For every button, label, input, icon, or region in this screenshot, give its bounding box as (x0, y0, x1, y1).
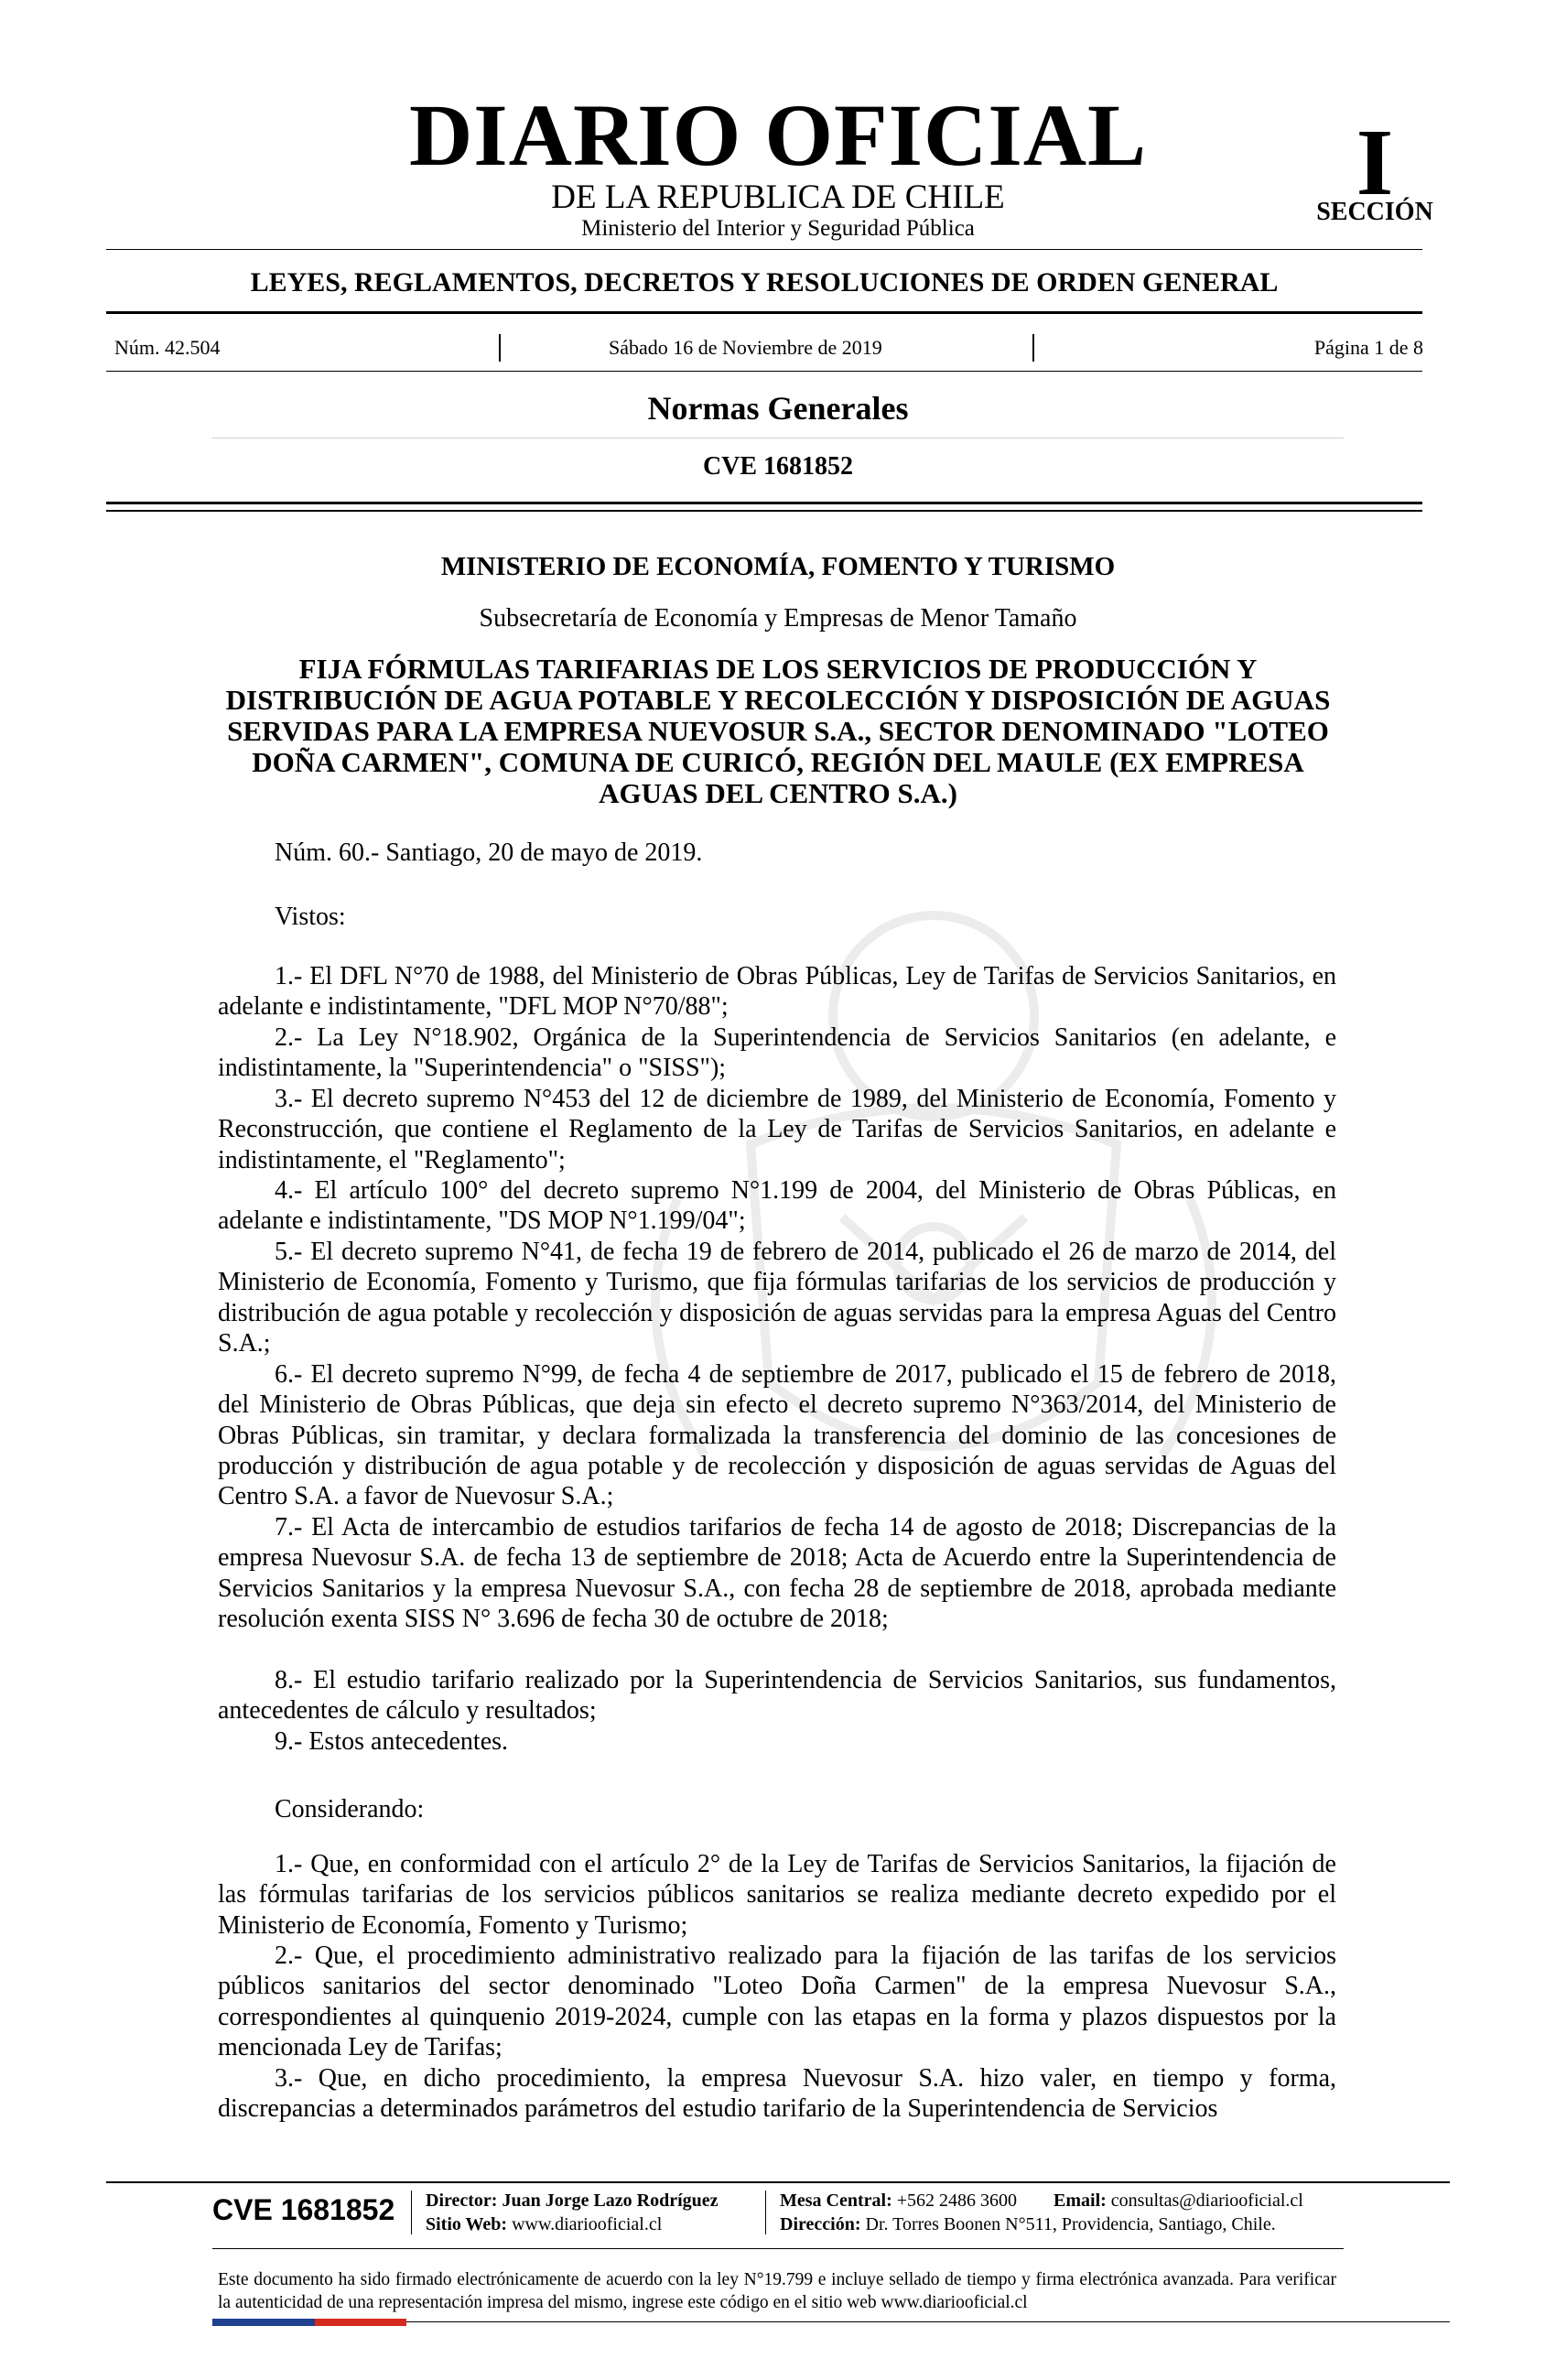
banner: LEYES, REGLAMENTOS, DECRETOS Y RESOLUCIONES DE ORDEN GENERAL (250, 267, 1279, 298)
considerando-item: 1.- Que, en conformidad con el artículo 2° de la Ley de Tarifas de Servicios Sanitarios, la fijación de las fórmulas tarifarias de los servicios públicos sanitarios se realiza mediante decreto expedido por el Ministerio de Economía, Fomento y Turismo; (218, 1850, 1336, 1940)
issue-page: Página 1 de 8 (1313, 336, 1423, 359)
considerando-item: 2.- Que, el procedimiento administrativo realizado para la fijación de las tarifas de los servicios públicos sanitarios del sector denominado "Loteo Doña Carmen" de la empresa Nuevosur S.A., correspondientes al quinquenio 2019-2024, cumple con las etapas en la forma y plazos dispuestos por la mencionada Ley de Tarifas; (218, 1942, 1336, 2061)
footer-contact-block (780, 2189, 1303, 2236)
footer-cve: CVE 1681852 (212, 2193, 395, 2226)
footer-rule (106, 2181, 1450, 2183)
footer-note-rule (212, 2248, 1344, 2249)
web-label: Sitio Web: (426, 2214, 508, 2234)
vistos-item: 8.- El estudio tarifario realizado por la Superintendencia de Servicios Sanitarios, sus fundamentos, antecedentes de cálculo y resultados; (218, 1666, 1336, 1726)
web-link[interactable]: www.diariooficial.cl (512, 2214, 663, 2234)
masthead-ministry: Ministerio del Interior y Seguridad Pública (581, 216, 975, 241)
issue-number: Núm. 42.504 (114, 336, 221, 359)
phone-value: +562 2486 3600 (896, 2191, 1018, 2211)
email-link[interactable]: consultas@diariooficial.cl (1110, 2191, 1303, 2211)
document-title: FIJA FÓRMULAS TARIFARIAS DE LOS SERVICIOS DE PRODUCCIÓN Y DISTRIBUCIÓN DE AGUA POTABLE Y RECOLECCIÓN Y DISPOSICIÓN DE AGUAS SERVIDAS PARA LA EMPRESA NUEVOSUR S.A., SECTOR DENOMINADO "LOTEO DOÑA CARMEN", COMUNA DE CURICÓ, REGIÓN DEL MAULE (EX EMPRESA AGUAS DEL CENTRO S.A.) (225, 653, 1331, 809)
director-name: Juan Jorge Lazo Rodríguez (502, 2191, 719, 2211)
issue-separator (499, 334, 501, 362)
ministry-header: MINISTERIO DE ECONOMÍA, FOMENTO Y TURISMO (440, 552, 1116, 581)
vistos-item: 4.- El artículo 100° del decreto supremo N°1.199 de 2004, del Ministerio de Obras Públicas, en adelante e indistintamente, "DS MOP N°1.199/04"; (218, 1176, 1336, 1236)
cve-rule-top (106, 502, 1422, 504)
phone-label: Mesa Central: (780, 2191, 892, 2211)
issue-bar (114, 334, 1423, 362)
address-label: Dirección: (780, 2214, 861, 2234)
flag-stripe-blue (212, 2319, 315, 2326)
vistos-item: 9.- Estos antecedentes. (275, 1727, 509, 1756)
vistos-item: 2.- La Ley N°18.902, Orgánica de la Superintendencia de Servicios Sanitarios (en adelante, e indistintamente, la "Superintendencia" o "SISS"); (218, 1023, 1336, 1083)
vistos-item: 5.- El decreto supremo N°41, de fecha 19 de febrero de 2014, publicado el 26 de marzo de 2014, del Ministerio de Economía, Fomento y Turismo, que fija fórmulas tarifarias de los servicios de producción y distribución de agua potable y recolección y disposición de aguas servidas para la empresa Aguas del Centro S.A.; (218, 1238, 1336, 1358)
masthead-rule (106, 249, 1422, 250)
section-label: SECCIÓN (1316, 198, 1433, 226)
masthead-subtitle: DE LA REPUBLICA DE CHILE (551, 178, 1005, 216)
director-label: Director: (426, 2191, 498, 2211)
considerando-item: 3.- Que, en dicho procedimiento, la empresa Nuevosur S.A. hizo valer, en tiempo y forma, discrepancias a determinados parámetros del estudio tarifario de la Superintendencia de Servicios (218, 2064, 1336, 2124)
vistos-item: 1.- El DFL N°70 de 1988, del Ministerio de Obras Públicas, Ley de Tarifas de Servicios Sanitarios, en adelante e indistintamente, "DFL MOP N°70/88"; (218, 962, 1336, 1022)
vistos-item: 6.- El decreto supremo N°99, de fecha 4 de septiembre de 2017, publicado el 15 de febrero de 2018, del Ministerio de Obras Públicas, que deja sin efecto el decreto supremo N°363/2014, del Ministerio de Obras Públicas, sin tramitar, y declara formalizada la transferencia del dominio de las concesiones de producción y distribución de agua potable y de recolección y disposición de aguas servidas de Aguas del Centro S.A. a favor de Nuevosur S.A.; (218, 1360, 1336, 1511)
footer-divider (411, 2191, 412, 2234)
vistos-heading: Vistos: (275, 903, 346, 931)
signature-note: Este documento ha sido firmado electrónicamente de acuerdo con la ley N°19.799 e incluye sellado de tiempo y firma electrónica avanzada. Para verificar la autenticidad de una representación impresa del mismo, ingrese este código en el sitio web www.diariooficial.cl (218, 2270, 1336, 2312)
vistos-item: 7.- El Acta de intercambio de estudios tarifarios de fecha 14 de agosto de 2018; Discrepancias de la empresa Nuevosur S.A. de fecha 13 de septiembre de 2018; Acta de Acuerdo entre la Superintendencia de Servicios Sanitarios y la empresa Nuevosur S.A., con fecha 28 de septiembre de 2018, aprobada mediante resolución exenta SISS N° 3.696 de fecha 30 de octubre de 2018; (218, 1513, 1336, 1633)
cve-code: CVE 1681852 (702, 452, 854, 481)
issue-separator (1032, 334, 1034, 362)
decree-line: Núm. 60.- Santiago, 20 de mayo de 2019. (275, 838, 703, 867)
issue-date: Sábado 16 de Noviembre de 2019 (609, 336, 882, 359)
address-value: Dr. Torres Boonen N°511, Providencia, Santiago, Chile. (865, 2214, 1276, 2234)
issue-rule (106, 371, 1422, 372)
flag-stripe-red (315, 2319, 406, 2326)
flag-rule (406, 2321, 1450, 2322)
masthead-title: DIARIO OFICIAL (408, 86, 1148, 184)
email-label: Email: (1054, 2191, 1107, 2211)
footer-director-block (426, 2189, 719, 2236)
footer-divider (765, 2191, 766, 2234)
category-heading: Normas Generales (647, 390, 909, 427)
subsecretaria: Subsecretaría de Economía y Empresas de Menor Tamaño (479, 604, 1077, 633)
considerando-heading: Considerando: (275, 1795, 425, 1823)
vistos-item: 3.- El decreto supremo N°453 del 12 de diciembre de 1989, del Ministerio de Economía, Fomento y Reconstrucción, que contiene el Reglamento de la Ley de Tarifas de Servicios Sanitarios, en adelante e indistintamente, el "Reglamento"; (218, 1085, 1336, 1174)
cve-rule-bottom (106, 510, 1422, 512)
banner-rule (106, 311, 1422, 314)
section-number: I (1356, 110, 1394, 215)
